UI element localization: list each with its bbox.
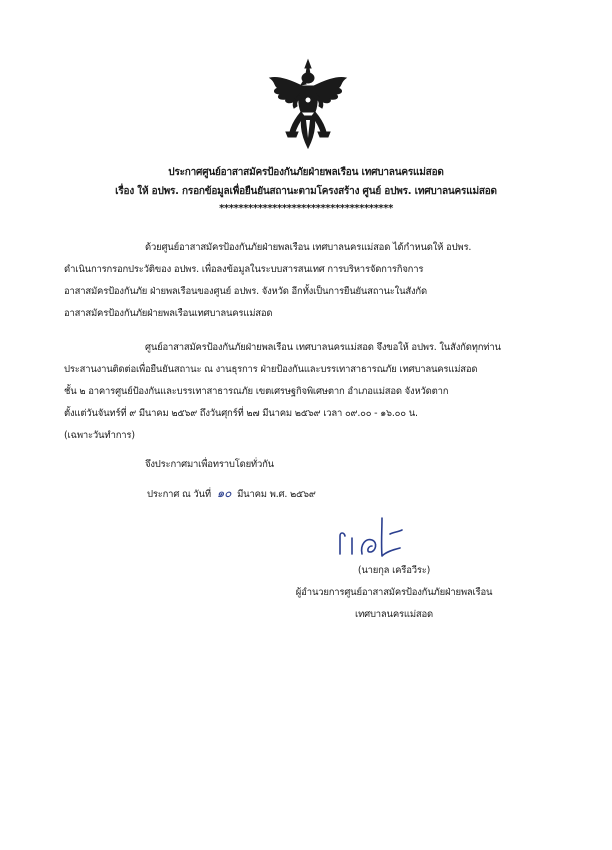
signatory-position: ผู้อำนวยการศูนย์อาสาสมัครป้องกันภัยฝ่ายพลเรือน xyxy=(295,587,493,598)
announcement-date-prefix: ประกาศ ณ วันที่ xyxy=(147,489,211,500)
paragraph-2-line-4: ตั้งแต่วันจันทร์ที่ ๙ มีนาคม ๒๕๖๙ ถึงวันศุกร์ที่ ๒๗ มีนาคม ๒๕๖๙ เวลา ๐๙.๐๐ - ๑๖.๐๐ น. xyxy=(64,408,418,419)
paragraph-1-line-3: อาสาสมัครป้องกันภัย ฝ่ายพลเรือนของศูนย์ อปพร. จังหวัด อีกทั้งเป็นการยืนยันสถานะในสังกัด xyxy=(64,286,427,297)
paragraph-2-line-5: (เฉพาะวันทำการ) xyxy=(64,430,135,441)
announcement-day-handwritten: ๑๐ xyxy=(216,486,232,500)
announcement-title: ประกาศศูนย์อาสาสมัครป้องกันภัยฝ่ายพลเรือน เทศบาลนครแม่สอด xyxy=(168,167,444,178)
signatory-name: (นายกุล เครือวีระ) xyxy=(357,565,431,576)
garuda-emblem-icon xyxy=(268,58,348,150)
closing-statement: จึงประกาศมาเพื่อทราบโดยทั่วกัน xyxy=(145,459,274,470)
signature-handwritten xyxy=(326,514,416,562)
paragraph-1-line-1: ด้วยศูนย์อาสาสมัครป้องกันภัยฝ่ายพลเรือน เทศบาลนครแม่สอด ได้กำหนดให้ อปพร. xyxy=(145,242,472,253)
announcement-date xyxy=(147,484,316,503)
paragraph-2-line-1: ศูนย์อาสาสมัครป้องกันภัยฝ่ายพลเรือน เทศบาลนครแม่สอด จึงขอให้ อปพร. ในสังกัดทุกท่าน xyxy=(145,342,501,353)
paragraph-2-line-2: ประสานงานติดต่อเพื่อยืนยันสถานะ ณ งานธุรการ ฝ่ายป้องกันและบรรเทาสาธารณภัย เทศบาลนครแม่สอด xyxy=(64,364,478,375)
signatory-organization: เทศบาลนครแม่สอด xyxy=(355,609,433,620)
paragraph-1-line-4: อาสาสมัครป้องกันภัยฝ่ายพลเรือนเทศบาลนครแม่สอด xyxy=(64,308,273,319)
separator-line: ************************************ xyxy=(219,203,393,214)
paragraph-2-line-3: ชั้น ๒ อาคารศูนย์ป้องกันและบรรเทาสาธารณภัย เขตเศรษฐกิจพิเศษตาก อำเภอแม่สอด จังหวัดตาก xyxy=(64,386,449,397)
paragraph-1-line-2: ดำเนินการกรอกประวัติของ อปพร. เพื่อลงข้อมูลในระบบสารสนเทศ การบริหารจัดการกิจการ xyxy=(64,264,424,275)
announcement-subject: เรื่อง ให้ อปพร. กรอกข้อมูลเพื่อยืนยันสถานะตามโครงสร้าง ศูนย์ อปพร. เทศบาลนครแม่สอด xyxy=(115,186,497,197)
announcement-date-suffix: มีนาคม พ.ศ. ๒๕๖๙ xyxy=(237,489,316,500)
